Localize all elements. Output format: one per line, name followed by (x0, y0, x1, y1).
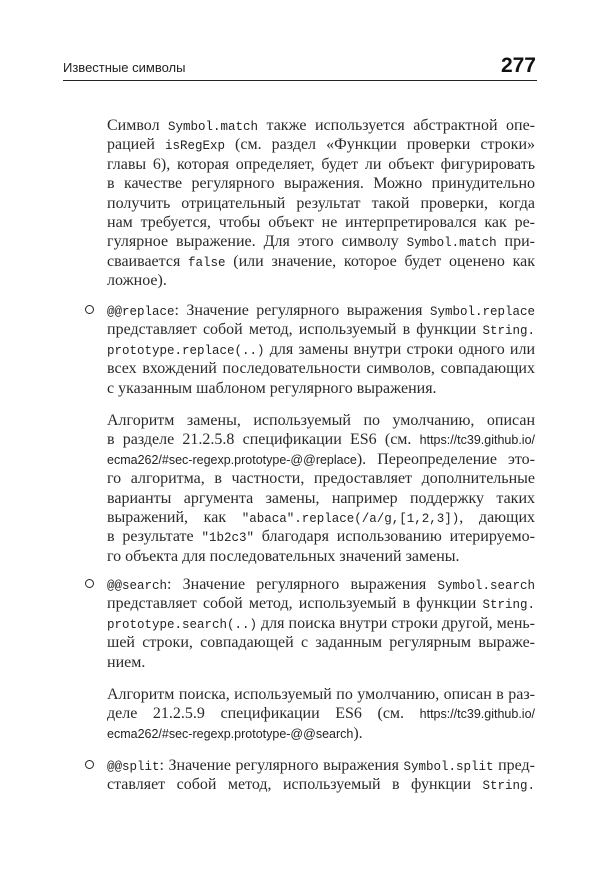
text-line (107, 194, 535, 213)
text-line (107, 174, 535, 193)
inline-code: Symbol.match (168, 120, 259, 134)
text-run: при- (496, 233, 535, 251)
inline-code: Symbol.split (403, 760, 494, 774)
inline-code: "abaca".replace(/a/g,[1,2,3]) (241, 511, 460, 526)
text-line (107, 155, 535, 174)
text-run: всех вхождений последовательности символов, совпадающих (107, 360, 535, 378)
chapter-title: Известные символы (63, 60, 186, 75)
paragraph (107, 685, 535, 743)
url-link: https://tc39.github.io/ (419, 707, 535, 722)
text-line (107, 704, 535, 723)
inline-code: isRegExp (164, 139, 225, 154)
text-run: ). (353, 724, 363, 742)
text-line (107, 340, 535, 359)
inline-code: "1b2c3" (201, 531, 254, 546)
text-run: в разделе 21.2.5.8 спецификации ES6 (см. (107, 431, 420, 449)
text-run: сваивается (107, 252, 189, 270)
text-run: гулярное выражение. Для этого символу (107, 233, 407, 251)
text-line (107, 724, 535, 743)
text-line (107, 271, 535, 290)
inline-code: @@replace (107, 305, 175, 319)
text-run: го объекта для последовательных значений замены. (107, 547, 460, 565)
bullet-list-item (107, 575, 535, 672)
text-run: с указанным шаблоном регулярного выражения. (107, 379, 437, 397)
text-run: благодаря использованию итерируемо- (253, 528, 536, 546)
text-line (107, 359, 535, 378)
text-run: ставляет собой метод, используемый в функции (107, 776, 483, 794)
inline-code: Symbol.replace (429, 305, 535, 319)
text-line (107, 594, 535, 613)
inline-code: String. (482, 598, 535, 613)
text-run: : Значение регулярного выражения (167, 576, 438, 593)
text-line (107, 135, 535, 154)
text-line (107, 469, 535, 488)
paragraph (107, 116, 535, 291)
paragraph (107, 411, 535, 566)
text-run: , дающих (459, 508, 535, 526)
text-line (107, 775, 535, 794)
text-line (107, 633, 535, 652)
page-number: 277 (500, 54, 536, 77)
text-run: для замены внутри строки одного или (264, 340, 535, 358)
circle-bullet-icon (85, 305, 94, 314)
text-run: главы 6), которая определяет, будет ли объект фигурировать (107, 155, 535, 173)
text-run: ложное). (107, 272, 167, 290)
text-line (107, 411, 535, 430)
text-run: (или значение, которое будет оценено как (225, 252, 535, 270)
text-run: получить отрицательный результат такой проверки, когда (107, 194, 535, 212)
text-line (107, 430, 535, 449)
inline-code: @@split (107, 760, 160, 774)
text-run: также используется абстрактной опе- (258, 117, 535, 134)
inline-code: prototype.search(..) (107, 617, 258, 632)
text-run: пред- (493, 757, 535, 774)
inline-code: prototype.replace(..) (107, 343, 265, 358)
text-line (107, 653, 535, 672)
text-run: : Значение регулярного выражения (174, 302, 430, 319)
text-run: в качестве регулярного выражения. Можно принудительно (107, 175, 535, 193)
text-run: рацией (107, 136, 165, 154)
text-line (107, 301, 535, 320)
text-line (107, 614, 535, 633)
text-run: нием. (107, 653, 146, 671)
url-link: ecma262/#sec-regexp.prototype-@@replace (107, 452, 357, 467)
text-line (107, 232, 535, 251)
text-run: Алгоритм поиска, используемый по умолчанию, описан в раз- (107, 686, 535, 703)
text-run: выражений, как (107, 508, 242, 526)
text-run: в результате (107, 528, 202, 546)
text-run: деле 21.2.5.9 спецификации ES6 (см. (107, 705, 420, 723)
text-line (107, 489, 535, 508)
text-line (107, 756, 535, 775)
circle-bullet-icon (85, 760, 94, 769)
text-run: Символ (107, 117, 169, 134)
text-line (107, 575, 535, 594)
text-run: представляет собой метод, используемый в функции (107, 595, 483, 613)
url-link: https://tc39.github.io/ (419, 433, 535, 448)
text-line (107, 527, 535, 546)
text-run: шей строки, совпадающей с заданным регулярным выраже- (107, 634, 535, 652)
url-link: ecma262/#sec-regexp.prototype-@@search (107, 726, 354, 741)
text-line (107, 320, 535, 339)
inline-code: Symbol.match (406, 236, 497, 251)
header-divider (63, 80, 537, 81)
text-line (107, 685, 535, 704)
text-run: для поиска внутри строки другой, мень- (257, 614, 535, 632)
text-line (107, 508, 535, 527)
inline-code: false (188, 255, 226, 270)
inline-code: String. (482, 324, 535, 339)
text-run: (см. раздел «Функции проверки строки» (224, 136, 535, 154)
text-run: представляет собой метод, используемый в функции (107, 321, 483, 339)
circle-bullet-icon (85, 579, 94, 588)
text-line (107, 213, 535, 232)
inline-code: @@search (107, 579, 168, 593)
text-run: : Значение регулярного выражения (159, 757, 404, 774)
bullet-list-item (107, 301, 535, 398)
text-run: нам требуется, чтобы объект не интерпретировался как ре- (107, 213, 535, 231)
text-run: варианты аргумента замены, например поддержку таких (107, 489, 535, 507)
text-run: го алгоритма, в частности, предоставляет дополнительные (107, 470, 535, 488)
inline-code: String. (482, 779, 535, 794)
text-line (107, 450, 535, 469)
bullet-list-item (107, 756, 535, 795)
text-line (107, 116, 535, 135)
text-run: Алгоритм замены, используемый по умолчанию, описан (107, 412, 535, 429)
text-line (107, 379, 535, 398)
text-line (107, 252, 535, 271)
text-run: ). Переопределение это- (356, 450, 535, 468)
text-line (107, 547, 535, 566)
inline-code: Symbol.search (437, 579, 535, 593)
